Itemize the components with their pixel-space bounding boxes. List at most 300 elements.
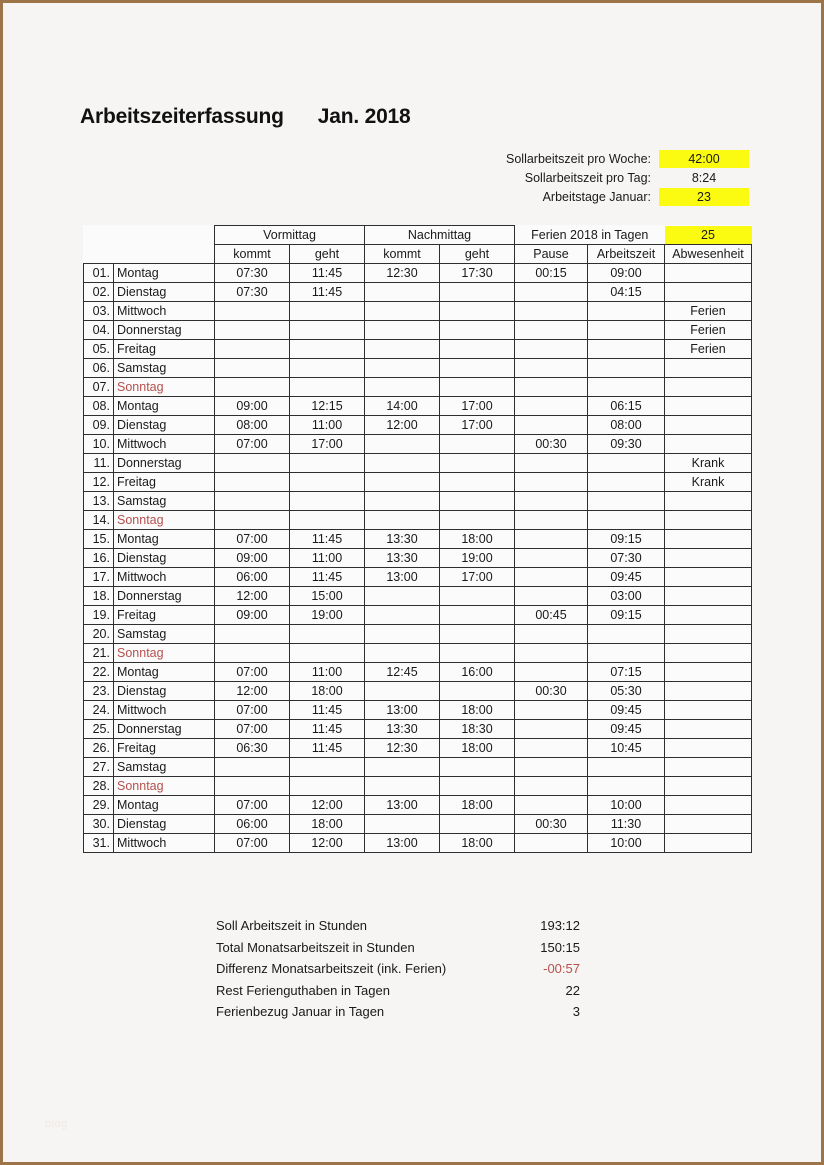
cell-abwesenheit[interactable] [665,492,752,511]
cell-arbeitszeit[interactable]: 09:15 [588,606,665,625]
row-weekday: Dienstag [114,416,215,435]
totals-label: Soll Arbeitszeit in Stunden [216,918,368,933]
cell-kommt-nachmittag[interactable]: 12:30 [365,739,440,758]
meta-row-weekly [437,150,749,168]
cell-abwesenheit[interactable] [665,283,752,302]
cell-kommt-vormittag[interactable] [215,758,290,777]
cell-kommt-vormittag[interactable] [215,378,290,397]
cell-abwesenheit[interactable] [665,815,752,834]
cell-kommt-vormittag[interactable] [215,625,290,644]
row-weekday: Samstag [114,758,215,777]
cell-geht-nachmittag[interactable] [440,435,515,454]
row-number: 25. [84,720,114,739]
spreadsheet-sheet [7,7,817,1158]
cell-kommt-nachmittag[interactable]: 12:00 [365,416,440,435]
cell-kommt-nachmittag[interactable]: 13:00 [365,796,440,815]
cell-abwesenheit[interactable] [665,606,752,625]
cell-kommt-nachmittag[interactable]: 13:00 [365,701,440,720]
cell-kommt-nachmittag[interactable]: 13:00 [365,568,440,587]
cell-pause[interactable] [515,416,588,435]
cell-abwesenheit[interactable] [665,834,752,853]
row-number: 31. [84,834,114,853]
cell-kommt-nachmittag[interactable] [365,587,440,606]
cell-kommt-nachmittag[interactable] [365,340,440,359]
cell-kommt-nachmittag[interactable]: 14:00 [365,397,440,416]
meta-label-workdays: Arbeitstage Januar: [542,190,651,204]
table-row [84,587,752,606]
column-header-pause: Pause [515,245,588,264]
cell-abwesenheit[interactable] [665,720,752,739]
cell-geht-vormittag[interactable]: 11:45 [290,264,365,283]
watermark: blog [45,1118,68,1130]
row-weekday: Samstag [114,359,215,378]
cell-kommt-nachmittag[interactable] [365,606,440,625]
row-number: 20. [84,625,114,644]
totals-label: Rest Ferienguthaben in Tagen [216,982,390,998]
cell-arbeitszeit[interactable]: 11:30 [588,815,665,834]
cell-kommt-nachmittag[interactable]: 13:00 [365,834,440,853]
row-number: 15. [84,530,114,549]
cell-kommt-vormittag[interactable]: 07:00 [215,530,290,549]
cell-kommt-vormittag[interactable]: 06:30 [215,739,290,758]
table-row [84,682,752,701]
cell-kommt-nachmittag[interactable] [365,359,440,378]
cell-kommt-nachmittag[interactable] [365,492,440,511]
table-row [84,834,752,853]
cell-kommt-vormittag[interactable]: 09:00 [215,606,290,625]
timesheet-table [83,225,752,853]
cell-kommt-nachmittag[interactable] [365,644,440,663]
cell-geht-vormittag[interactable] [290,473,365,492]
column-header-abwesenheit: Abwesenheit [665,245,752,264]
table-row [84,473,752,492]
cell-geht-vormittag[interactable]: 12:15 [290,397,365,416]
cell-pause[interactable]: 00:30 [515,435,588,454]
cell-geht-nachmittag[interactable] [440,283,515,302]
cell-geht-nachmittag[interactable] [440,492,515,511]
cell-abwesenheit[interactable]: Ferien [665,302,752,321]
cell-geht-vormittag[interactable]: 11:45 [290,701,365,720]
table-row [84,283,752,302]
table-row [84,530,752,549]
cell-geht-nachmittag[interactable] [440,625,515,644]
cell-arbeitszeit[interactable] [588,511,665,530]
cell-arbeitszeit[interactable]: 03:00 [588,587,665,606]
cell-geht-vormittag[interactable] [290,625,365,644]
table-row [84,796,752,815]
cell-arbeitszeit[interactable] [588,454,665,473]
row-weekday: Samstag [114,492,215,511]
cell-arbeitszeit[interactable]: 05:30 [588,682,665,701]
row-weekday: Sonntag [114,644,215,663]
cell-geht-nachmittag[interactable] [440,378,515,397]
cell-geht-vormittag[interactable]: 11:45 [290,739,365,758]
cell-pause[interactable]: 00:45 [515,606,588,625]
cell-arbeitszeit[interactable] [588,492,665,511]
cell-geht-vormittag[interactable] [290,492,365,511]
cell-pause[interactable] [515,359,588,378]
cell-kommt-vormittag[interactable]: 07:00 [215,720,290,739]
cell-kommt-nachmittag[interactable]: 13:30 [365,549,440,568]
cell-geht-nachmittag[interactable]: 18:00 [440,796,515,815]
meta-value-weekly[interactable]: 42:00 [659,150,749,168]
totals-value: -00:57 [543,961,580,976]
cell-arbeitszeit[interactable]: 09:45 [588,568,665,587]
cell-kommt-nachmittag[interactable] [365,283,440,302]
cell-kommt-vormittag[interactable] [215,492,290,511]
meta-value-daily[interactable]: 8:24 [691,171,717,185]
cell-arbeitszeit[interactable] [588,378,665,397]
cell-kommt-vormittag[interactable]: 07:00 [215,663,290,682]
cell-geht-vormittag[interactable]: 18:00 [290,682,365,701]
cell-geht-nachmittag[interactable] [440,777,515,796]
cell-pause[interactable] [515,834,588,853]
cell-abwesenheit[interactable] [665,644,752,663]
cell-pause[interactable] [515,397,588,416]
table-row [84,435,752,454]
cell-kommt-vormittag[interactable] [215,454,290,473]
cell-arbeitszeit[interactable] [588,625,665,644]
row-weekday: Dienstag [114,549,215,568]
spacer-num-2 [84,245,114,264]
cell-geht-vormittag[interactable] [290,644,365,663]
title-text: Arbeitszeiterfassung [80,105,284,128]
cell-abwesenheit[interactable] [665,587,752,606]
cell-abwesenheit[interactable] [665,549,752,568]
cell-abwesenheit[interactable] [665,777,752,796]
cell-abwesenheit[interactable] [665,416,752,435]
cell-abwesenheit[interactable] [665,701,752,720]
cell-geht-vormittag[interactable]: 11:45 [290,568,365,587]
cell-geht-vormittag[interactable] [290,340,365,359]
cell-arbeitszeit[interactable]: 08:00 [588,416,665,435]
table-row [84,302,752,321]
cell-abwesenheit[interactable] [665,378,752,397]
cell-geht-nachmittag[interactable] [440,682,515,701]
row-weekday: Donnerstag [114,321,215,340]
table-row [84,264,752,283]
spacer-day-2 [114,245,215,264]
cell-pause[interactable] [515,549,588,568]
cell-kommt-nachmittag[interactable] [365,435,440,454]
cell-geht-nachmittag[interactable] [440,644,515,663]
summary-header [437,150,749,207]
cell-kommt-nachmittag[interactable] [365,378,440,397]
cell-abwesenheit[interactable] [665,359,752,378]
cell-pause[interactable] [515,701,588,720]
cell-geht-vormittag[interactable]: 18:00 [290,815,365,834]
cell-kommt-nachmittag[interactable] [365,682,440,701]
cell-kommt-vormittag[interactable]: 09:00 [215,549,290,568]
cell-kommt-vormittag[interactable] [215,321,290,340]
cell-pause[interactable] [515,777,588,796]
cell-pause[interactable] [515,625,588,644]
cell-pause[interactable]: 00:30 [515,815,588,834]
cell-pause[interactable] [515,473,588,492]
cell-geht-vormittag[interactable] [290,359,365,378]
cell-arbeitszeit[interactable] [588,321,665,340]
totals-value: 193:12 [540,918,580,933]
cell-arbeitszeit[interactable] [588,644,665,663]
page-title [80,105,411,129]
cell-geht-vormittag[interactable] [290,321,365,340]
ferien-label: Ferien 2018 in Tagen [515,226,665,245]
cell-arbeitszeit[interactable]: 09:15 [588,530,665,549]
cell-geht-nachmittag[interactable]: 17:00 [440,416,515,435]
cell-kommt-vormittag[interactable]: 07:00 [215,701,290,720]
cell-geht-nachmittag[interactable]: 18:00 [440,701,515,720]
cell-pause[interactable] [515,340,588,359]
cell-pause[interactable] [515,796,588,815]
cell-geht-vormittag[interactable]: 11:45 [290,283,365,302]
cell-geht-nachmittag[interactable] [440,359,515,378]
cell-geht-vormittag[interactable]: 12:00 [290,834,365,853]
row-number: 05. [84,340,114,359]
column-header-kommt2: kommt [365,245,440,264]
table-row [84,815,752,834]
cell-geht-nachmittag[interactable] [440,606,515,625]
totals-label: Ferienbezug Januar in Tagen [216,1004,385,1019]
cell-geht-nachmittag[interactable] [440,340,515,359]
cell-kommt-vormittag[interactable]: 07:30 [215,264,290,283]
cell-geht-vormittag[interactable] [290,378,365,397]
totals-summary [216,918,580,1026]
cell-kommt-vormittag[interactable] [215,359,290,378]
cell-pause[interactable] [515,302,588,321]
cell-geht-nachmittag[interactable]: 18:00 [440,530,515,549]
row-number: 16. [84,549,114,568]
cell-kommt-vormittag[interactable]: 09:00 [215,397,290,416]
table-row [84,720,752,739]
cell-kommt-vormittag[interactable] [215,473,290,492]
cell-geht-vormittag[interactable]: 12:00 [290,796,365,815]
cell-arbeitszeit[interactable]: 07:15 [588,663,665,682]
cell-abwesenheit[interactable]: Krank [665,473,752,492]
totals-row [216,918,580,940]
timesheet-head [84,226,752,264]
cell-kommt-vormittag[interactable]: 12:00 [215,587,290,606]
row-number: 12. [84,473,114,492]
cell-geht-vormittag[interactable] [290,302,365,321]
cell-pause[interactable] [515,568,588,587]
cell-geht-vormittag[interactable]: 11:45 [290,720,365,739]
cell-abwesenheit[interactable] [665,758,752,777]
row-weekday: Freitag [114,340,215,359]
cell-arbeitszeit[interactable] [588,758,665,777]
cell-arbeitszeit[interactable] [588,302,665,321]
cell-abwesenheit[interactable] [665,568,752,587]
cell-geht-nachmittag[interactable]: 17:00 [440,568,515,587]
cell-pause[interactable] [515,492,588,511]
cell-kommt-nachmittag[interactable]: 12:30 [365,264,440,283]
cell-pause[interactable] [515,663,588,682]
cell-kommt-nachmittag[interactable] [365,454,440,473]
cell-kommt-nachmittag[interactable] [365,302,440,321]
row-weekday: Dienstag [114,682,215,701]
meta-value-workdays[interactable]: 23 [659,188,749,206]
column-header-row [84,245,752,264]
cell-kommt-vormittag[interactable]: 07:00 [215,796,290,815]
cell-abwesenheit[interactable]: Ferien [665,340,752,359]
row-number: 10. [84,435,114,454]
cell-pause[interactable] [515,758,588,777]
cell-arbeitszeit[interactable] [588,340,665,359]
cell-pause[interactable] [515,511,588,530]
cell-geht-vormittag[interactable]: 11:00 [290,663,365,682]
cell-abwesenheit[interactable] [665,530,752,549]
cell-abwesenheit[interactable] [665,796,752,815]
cell-pause[interactable] [515,587,588,606]
cell-abwesenheit[interactable] [665,435,752,454]
cell-abwesenheit[interactable] [665,739,752,758]
row-number: 21. [84,644,114,663]
cell-kommt-nachmittag[interactable] [365,777,440,796]
cell-pause[interactable] [515,739,588,758]
cell-kommt-vormittag[interactable]: 07:00 [215,834,290,853]
cell-abwesenheit[interactable] [665,397,752,416]
spacer-num [84,226,114,245]
row-weekday: Sonntag [114,378,215,397]
cell-kommt-nachmittag[interactable] [365,625,440,644]
cell-pause[interactable] [515,530,588,549]
cell-kommt-vormittag[interactable]: 06:00 [215,815,290,834]
cell-kommt-vormittag[interactable] [215,511,290,530]
cell-geht-nachmittag[interactable]: 16:00 [440,663,515,682]
cell-geht-nachmittag[interactable]: 18:00 [440,739,515,758]
cell-kommt-nachmittag[interactable]: 13:30 [365,720,440,739]
cell-geht-nachmittag[interactable] [440,473,515,492]
cell-kommt-nachmittag[interactable] [365,473,440,492]
cell-abwesenheit[interactable] [665,682,752,701]
cell-geht-vormittag[interactable] [290,454,365,473]
cell-geht-nachmittag[interactable] [440,454,515,473]
cell-arbeitszeit[interactable] [588,473,665,492]
table-row [84,340,752,359]
row-weekday: Dienstag [114,815,215,834]
cell-pause[interactable] [515,720,588,739]
totals-row [216,940,580,962]
totals-row [216,983,580,1005]
cell-kommt-vormittag[interactable]: 12:00 [215,682,290,701]
cell-kommt-vormittag[interactable]: 08:00 [215,416,290,435]
row-number: 27. [84,758,114,777]
cell-geht-nachmittag[interactable] [440,511,515,530]
cell-arbeitszeit[interactable]: 10:45 [588,739,665,758]
cell-kommt-nachmittag[interactable]: 13:30 [365,530,440,549]
cell-geht-nachmittag[interactable]: 17:00 [440,397,515,416]
cell-abwesenheit[interactable]: Krank [665,454,752,473]
cell-arbeitszeit[interactable]: 10:00 [588,796,665,815]
cell-arbeitszeit[interactable]: 04:15 [588,283,665,302]
cell-geht-vormittag[interactable] [290,511,365,530]
cell-kommt-vormittag[interactable] [215,302,290,321]
row-weekday: Montag [114,530,215,549]
cell-kommt-nachmittag[interactable] [365,321,440,340]
cell-kommt-vormittag[interactable]: 06:00 [215,568,290,587]
cell-arbeitszeit[interactable]: 06:15 [588,397,665,416]
table-row [84,321,752,340]
cell-geht-vormittag[interactable]: 15:00 [290,587,365,606]
cell-geht-nachmittag[interactable] [440,321,515,340]
cell-geht-vormittag[interactable]: 19:00 [290,606,365,625]
table-row [84,492,752,511]
cell-arbeitszeit[interactable]: 09:30 [588,435,665,454]
cell-kommt-vormittag[interactable] [215,644,290,663]
row-weekday: Montag [114,663,215,682]
row-number: 14. [84,511,114,530]
cell-geht-nachmittag[interactable] [440,587,515,606]
cell-arbeitszeit[interactable]: 09:00 [588,264,665,283]
cell-arbeitszeit[interactable]: 10:00 [588,834,665,853]
cell-arbeitszeit[interactable]: 09:45 [588,720,665,739]
cell-geht-vormittag[interactable] [290,758,365,777]
cell-kommt-vormittag[interactable]: 07:00 [215,435,290,454]
cell-abwesenheit[interactable] [665,264,752,283]
cell-geht-nachmittag[interactable]: 19:00 [440,549,515,568]
row-number: 08. [84,397,114,416]
cell-pause[interactable]: 00:30 [515,682,588,701]
cell-kommt-vormittag[interactable] [215,340,290,359]
table-row [84,701,752,720]
cell-pause[interactable] [515,321,588,340]
cell-abwesenheit[interactable]: Ferien [665,321,752,340]
cell-geht-vormittag[interactable] [290,777,365,796]
cell-abwesenheit[interactable] [665,663,752,682]
cell-kommt-nachmittag[interactable]: 12:45 [365,663,440,682]
cell-kommt-nachmittag[interactable] [365,758,440,777]
cell-geht-vormittag[interactable]: 11:45 [290,530,365,549]
table-row [84,777,752,796]
totals-value: 3 [572,1004,580,1019]
table-row [84,568,752,587]
cell-arbeitszeit[interactable]: 07:30 [588,549,665,568]
cell-geht-nachmittag[interactable]: 18:30 [440,720,515,739]
meta-row-daily [437,169,749,187]
row-number: 03. [84,302,114,321]
table-row [84,359,752,378]
cell-geht-vormittag[interactable]: 11:00 [290,416,365,435]
ferien-value[interactable]: 25 [665,226,752,245]
cell-geht-vormittag[interactable]: 17:00 [290,435,365,454]
row-weekday: Freitag [114,739,215,758]
cell-kommt-nachmittag[interactable] [365,511,440,530]
cell-arbeitszeit[interactable] [588,777,665,796]
cell-kommt-vormittag[interactable] [215,777,290,796]
cell-abwesenheit[interactable] [665,511,752,530]
cell-pause[interactable]: 00:15 [515,264,588,283]
cell-geht-nachmittag[interactable]: 18:00 [440,834,515,853]
cell-pause[interactable] [515,378,588,397]
cell-geht-nachmittag[interactable] [440,302,515,321]
row-number: 11. [84,454,114,473]
row-weekday: Freitag [114,606,215,625]
cell-geht-vormittag[interactable]: 11:00 [290,549,365,568]
cell-geht-nachmittag[interactable]: 17:30 [440,264,515,283]
cell-pause[interactable] [515,454,588,473]
column-header-geht2: geht [440,245,515,264]
cell-pause[interactable] [515,283,588,302]
cell-arbeitszeit[interactable]: 09:45 [588,701,665,720]
cell-abwesenheit[interactable] [665,625,752,644]
cell-pause[interactable] [515,644,588,663]
table-row [84,378,752,397]
cell-geht-nachmittag[interactable] [440,758,515,777]
cell-geht-nachmittag[interactable] [440,815,515,834]
cell-kommt-vormittag[interactable]: 07:30 [215,283,290,302]
cell-kommt-nachmittag[interactable] [365,815,440,834]
table-row [84,397,752,416]
cell-arbeitszeit[interactable] [588,359,665,378]
